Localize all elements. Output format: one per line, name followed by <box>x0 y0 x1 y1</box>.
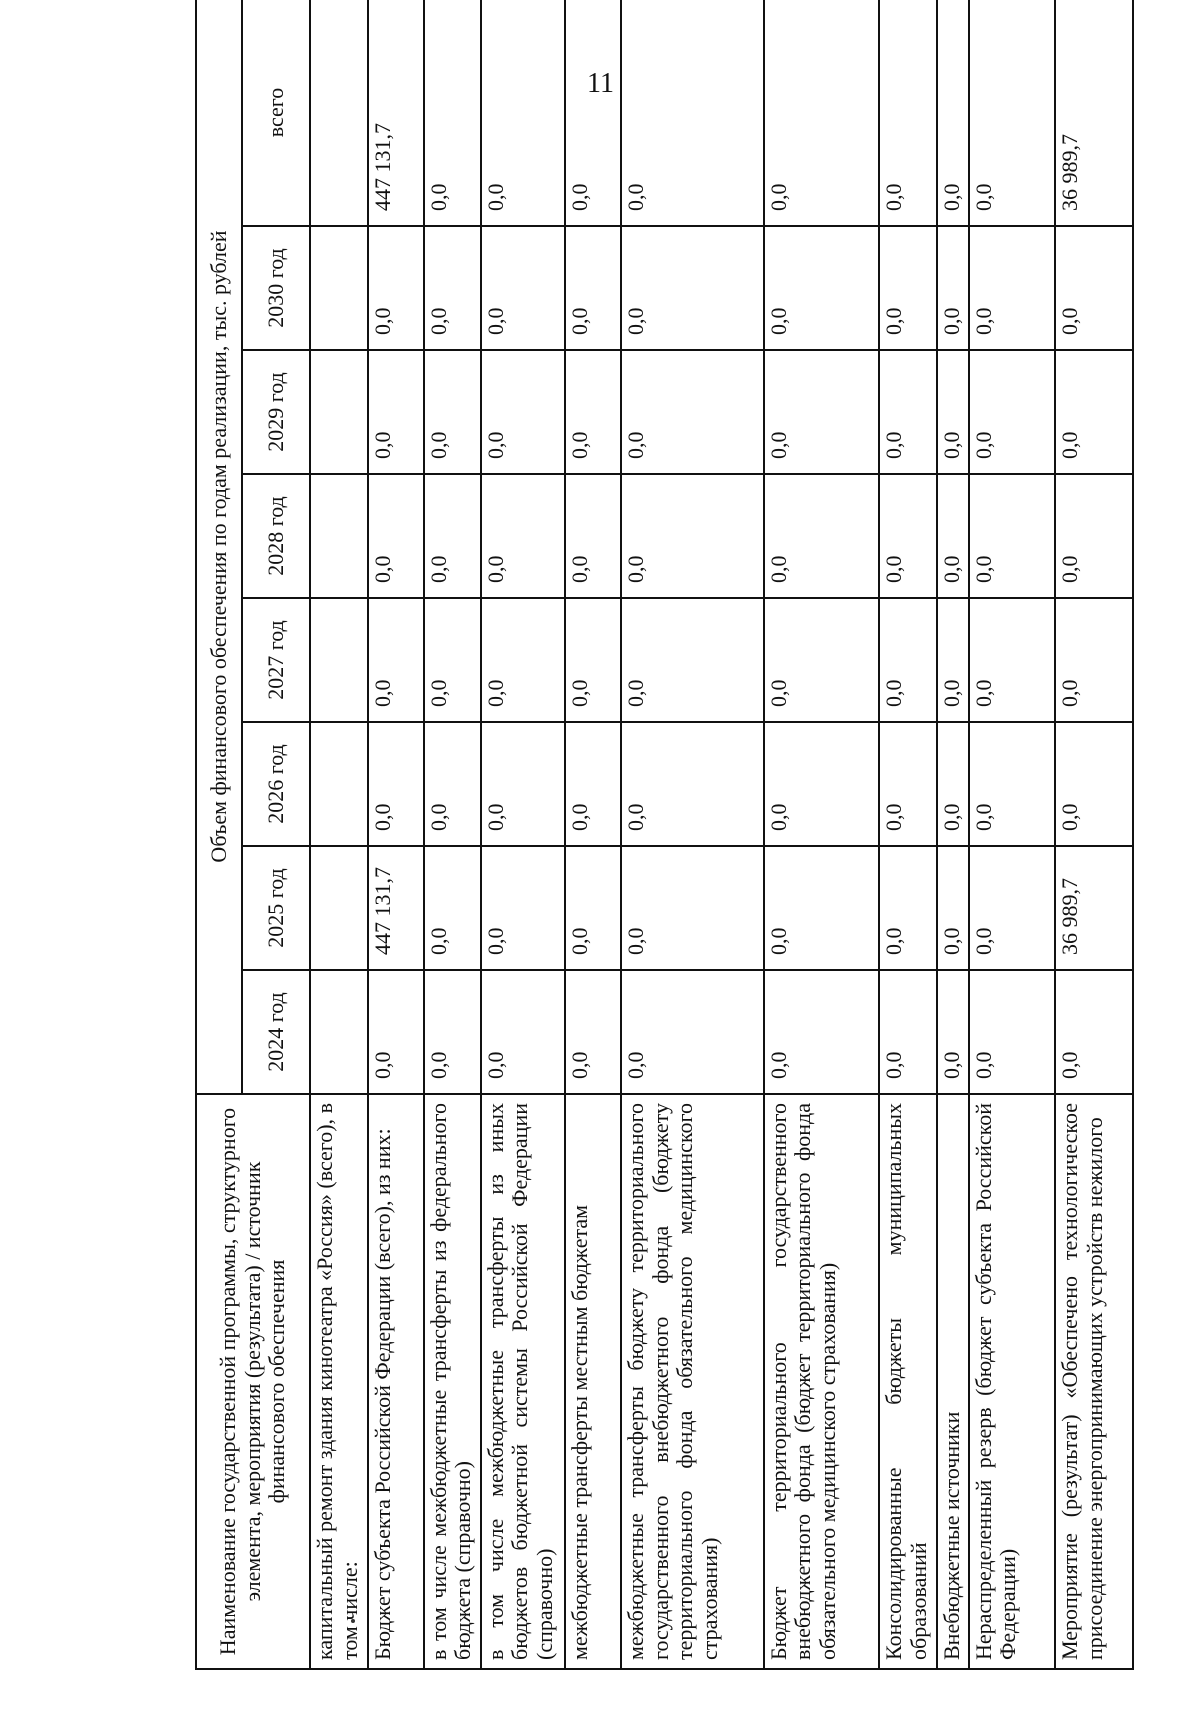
cell-total: 36 989,7 <box>1055 0 1133 226</box>
cell-2025: 0,0 <box>879 846 937 970</box>
table-row <box>481 0 566 1669</box>
cell-2024: 0,0 <box>565 970 621 1094</box>
cell-2025: 36 989,7 <box>1055 846 1133 970</box>
cell-2030: 0,0 <box>565 226 621 350</box>
cell-2025: 0,0 <box>481 846 566 970</box>
row-name: Бюджет субъекта Российской Федерации (всего), из них: <box>368 1094 424 1669</box>
cell-total <box>310 0 368 226</box>
cell-2027: 0,0 <box>621 598 764 722</box>
cell-2026: 0,0 <box>481 722 566 846</box>
cell-2025 <box>310 846 368 970</box>
cell-total: 0,0 <box>764 0 880 226</box>
header-name-column: Наименование государственной программы, структурного элемента, мероприятия (результата) / источник финансового обеспечения <box>196 1094 310 1669</box>
cell-2028 <box>310 474 368 598</box>
cell-2030: 0,0 <box>1055 226 1133 350</box>
cell-2026: 0,0 <box>565 722 621 846</box>
cell-2024: 0,0 <box>937 970 969 1094</box>
cell-2028: 0,0 <box>621 474 764 598</box>
cell-2026: 0,0 <box>621 722 764 846</box>
header-year-2025: 2025 год <box>242 846 310 970</box>
cell-2028: 0,0 <box>481 474 566 598</box>
row-name: Бюджет территориального государственного внебюджетного фонда (бюджет территориального фонда обязательного медицинского страхования) <box>764 1094 880 1669</box>
cell-2027 <box>310 598 368 722</box>
cell-2025: 0,0 <box>424 846 481 970</box>
table-row <box>937 0 969 1669</box>
header-year-2026: 2026 год <box>242 722 310 846</box>
cell-2029: 0,0 <box>937 350 969 474</box>
cell-2025: 447 131,7 <box>368 846 424 970</box>
cell-total: 0,0 <box>969 0 1056 226</box>
row-name: Мероприятие (результат) «Обеспечено технологическое присоединение энергопринимающих устройств нежилого <box>1055 1094 1133 1669</box>
row-name: Консолидированные бюджеты муниципальных образований <box>879 1094 937 1669</box>
financing-table <box>195 0 1134 1670</box>
cell-2027: 0,0 <box>424 598 481 722</box>
cell-2026: 0,0 <box>879 722 937 846</box>
cell-2024: 0,0 <box>424 970 481 1094</box>
cell-2028: 0,0 <box>1055 474 1133 598</box>
cell-2030: 0,0 <box>368 226 424 350</box>
header-year-2027: 2027 год <box>242 598 310 722</box>
cell-2029 <box>310 350 368 474</box>
cell-2026: 0,0 <box>368 722 424 846</box>
table-row <box>368 0 424 1669</box>
cell-2028: 0,0 <box>764 474 880 598</box>
cell-2028: 0,0 <box>424 474 481 598</box>
row-name: Внебюджетные источники <box>937 1094 969 1669</box>
cell-2030: 0,0 <box>937 226 969 350</box>
cell-2025: 0,0 <box>621 846 764 970</box>
cell-2029: 0,0 <box>969 350 1056 474</box>
cell-2024: 0,0 <box>481 970 566 1094</box>
cell-2030: 0,0 <box>969 226 1056 350</box>
header-year-2030: 2030 год <box>242 226 310 350</box>
cell-2025: 0,0 <box>969 846 1056 970</box>
row-name: межбюджетные трансферты местным бюджетам <box>565 1094 621 1669</box>
table-row <box>310 0 368 1669</box>
header-year-2024: 2024 год <box>242 970 310 1094</box>
cell-2030: 0,0 <box>424 226 481 350</box>
cell-2024: 0,0 <box>879 970 937 1094</box>
cell-2028: 0,0 <box>368 474 424 598</box>
cell-2024: 0,0 <box>1055 970 1133 1094</box>
cell-total: 0,0 <box>424 0 481 226</box>
cell-2025: 0,0 <box>937 846 969 970</box>
cell-2025: 0,0 <box>565 846 621 970</box>
cell-2028: 0,0 <box>937 474 969 598</box>
table-row <box>621 0 764 1669</box>
cell-total: 447 131,7 <box>368 0 424 226</box>
cell-2030: 0,0 <box>879 226 937 350</box>
cell-2027: 0,0 <box>969 598 1056 722</box>
table-row <box>969 0 1056 1669</box>
row-name: капитальный ремонт здания кинотеатра «Россия» (всего), в том числе: <box>310 1094 368 1669</box>
page-number: 11 <box>587 68 614 99</box>
cell-2024: 0,0 <box>764 970 880 1094</box>
cell-2027: 0,0 <box>879 598 937 722</box>
cell-2024: 0,0 <box>621 970 764 1094</box>
header-year-2029: 2029 год <box>242 350 310 474</box>
table-row <box>764 0 880 1669</box>
row-name: в том числе межбюджетные трансферты из федерального бюджета (справочно) <box>424 1094 481 1669</box>
cell-total: 0,0 <box>565 0 621 226</box>
cell-2024 <box>310 970 368 1094</box>
cell-2026: 0,0 <box>424 722 481 846</box>
header-total: всего <box>242 0 310 226</box>
cell-2027: 0,0 <box>481 598 566 722</box>
cell-2029: 0,0 <box>424 350 481 474</box>
row-name: межбюджетные трансферты бюджету территориального государственного внебюджетного фонда (бюджету территориального фонда обязательного медицинского страхования) <box>621 1094 764 1669</box>
cell-2029: 0,0 <box>481 350 566 474</box>
table-row <box>424 0 481 1669</box>
cell-2026 <box>310 722 368 846</box>
header-volume: Объем финансового обеспечения по годам реализации, тыс. рублей <box>196 0 242 1094</box>
table-row <box>565 0 621 1669</box>
table-row <box>879 0 937 1669</box>
cell-2027: 0,0 <box>937 598 969 722</box>
cell-2029: 0,0 <box>565 350 621 474</box>
cell-2027: 0,0 <box>1055 598 1133 722</box>
financing-table-container <box>195 87 1134 1670</box>
table-row <box>1055 0 1133 1669</box>
cell-2029: 0,0 <box>1055 350 1133 474</box>
row-name: в том числе межбюджетные трансферты из иных бюджетов бюджетной системы Российской Федерации (справочно) <box>481 1094 566 1669</box>
cell-2024: 0,0 <box>969 970 1056 1094</box>
cell-2027: 0,0 <box>368 598 424 722</box>
cell-2026: 0,0 <box>969 722 1056 846</box>
cell-2029: 0,0 <box>764 350 880 474</box>
cell-2026: 0,0 <box>764 722 880 846</box>
cell-2025: 0,0 <box>764 846 880 970</box>
cell-2027: 0,0 <box>565 598 621 722</box>
cell-2029: 0,0 <box>368 350 424 474</box>
cell-2028: 0,0 <box>969 474 1056 598</box>
cell-2028: 0,0 <box>565 474 621 598</box>
cell-2030: 0,0 <box>764 226 880 350</box>
header-year-2028: 2028 год <box>242 474 310 598</box>
cell-2024: 0,0 <box>368 970 424 1094</box>
cell-total: 0,0 <box>621 0 764 226</box>
cell-2029: 0,0 <box>621 350 764 474</box>
cell-total: 0,0 <box>481 0 566 226</box>
cell-total: 0,0 <box>879 0 937 226</box>
cell-2026: 0,0 <box>937 722 969 846</box>
cell-2026: 0,0 <box>1055 722 1133 846</box>
cell-2029: 0,0 <box>879 350 937 474</box>
cell-2030: 0,0 <box>621 226 764 350</box>
row-name: Нераспределенный резерв (бюджет субъекта Российской Федерации) <box>969 1094 1056 1669</box>
cell-2030 <box>310 226 368 350</box>
cell-2028: 0,0 <box>879 474 937 598</box>
cell-2027: 0,0 <box>764 598 880 722</box>
cell-total: 0,0 <box>937 0 969 226</box>
cell-2030: 0,0 <box>481 226 566 350</box>
